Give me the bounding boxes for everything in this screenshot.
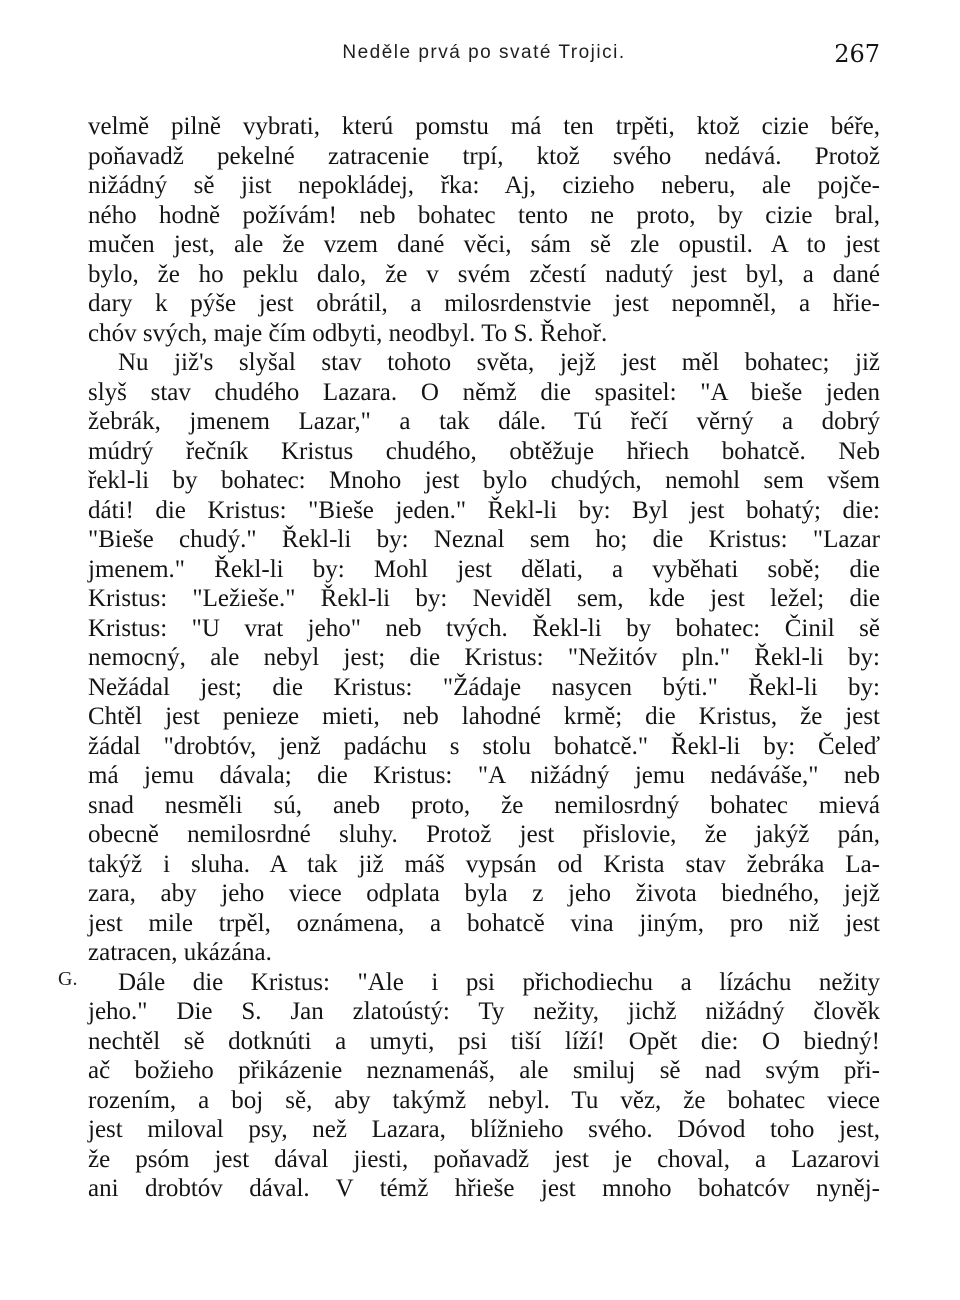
running-head: [88, 40, 880, 74]
paragraph-1: [88, 112, 880, 348]
text-line: že psóm jest dával jiesti, poňavadž jest je choval, a Lazarovi: [88, 1145, 880, 1173]
paragraph-3: [58, 967, 880, 1204]
text-line: jest mile trpěl, oznámena, a bohatcě vina jiným, pro niž jest: [88, 909, 880, 937]
text-line: nemocný, ale nebyl jest; die Kristus: "Nežitóv pln." Řekl-li by:: [88, 644, 880, 671]
text-line: žebrák, jmenem Lazar," a tak dále. Tú řečí věrný a dobrý: [88, 408, 880, 435]
text-line: ani drobtóv dával. V témž hřieše jest mnoho bohatcóv nyněj-: [88, 1175, 880, 1202]
text-line: ného hodně požívám! neb bohatec tento ne proto, by cizie bral,: [88, 201, 880, 229]
text-line: jeho." Die S. Jan zlatoústý: Ty nežity, jichž nižádný člověk: [88, 998, 880, 1025]
text-line: řekl-li by bohatec: Mnoho jest bylo chudých, nemohl sem všem: [88, 467, 880, 494]
text-line: rozením, a boj sě, aby takýmž nebyl. Tu věz, že bohatec viece: [88, 1086, 880, 1114]
text-line: Nu již's slyšal stav tohoto světa, jejž jest měl bohatec; již: [118, 349, 880, 376]
text-line: "Bieše chudý." Řekl-li by: Neznal sem ho; die Kristus: "Lazar: [88, 526, 880, 553]
text-line: má jemu dávala; die Kristus: "A nižádný jemu nedáváše," neb: [88, 762, 880, 789]
text-line: dáti! die Kristus: "Bieše jeden." Řekl-li by: Byl jest bohatý; die:: [88, 496, 880, 524]
text-line: Kristus: "U vrat jeho" neb tvých. Řekl-li by bohatec: Činil sě: [88, 614, 880, 642]
text-line: zatracen, ukázána.: [88, 939, 272, 966]
text-line: Nežádal jest; die Kristus: "Žádaje nasycen býti." Řekl-li by:: [88, 673, 880, 701]
text-line: zara, aby jeho viece odplata byla z jeho života biedného, jejž: [88, 880, 880, 907]
text-line: jmenem." Řekl-li by: Mohl jest dělati, a vyběhati sobě; die: [88, 555, 880, 583]
running-title: Neděle prvá po svaté Trojici.: [342, 42, 626, 63]
text-line: nižádný sě jist nepokládej, řka: Aj, cizieho neberu, ale pojče-: [88, 172, 880, 199]
text-line: Kristus: "Ležieše." Řekl-li by: Neviděl sem, kde jest ležel; die: [88, 585, 880, 612]
text-line: dary k pýše jest obrátil, a milosrdenstvie jest nepomněl, a hřie-: [88, 290, 880, 317]
body-text: [58, 112, 880, 1204]
text-line: snad nesměli sú, aneb proto, že nemilosrdný bohatec mievá: [88, 791, 880, 819]
text-line: Dále die Kristus: "Ale i psi přichodiechu a lízáchu nežity: [118, 968, 880, 996]
text-line: žádal "drobtóv, jenž padáchu s stolu bohatcě." Řekl-li by: Čeleď: [88, 732, 880, 760]
text-line: takýž i sluha. A tak již máš vypsán od Krista stav žebráka La-: [88, 850, 880, 878]
text-line: mučen jest, ale že vzem dané věci, sám sě zle opustil. A to jest: [88, 231, 880, 258]
text-line: ač božieho přikázenie neznamenáš, ale smiluj sě nad svým při-: [88, 1057, 880, 1084]
text-line: obecně nemilosrdné sluhy. Protož jest přislovie, že jakýž pán,: [88, 821, 880, 848]
marginal-note: G.: [58, 967, 78, 990]
text-line: múdrý řečník Kristus chudého, obtěžuje hřiech bohatcě. Neb: [88, 437, 880, 465]
text-line: slyš stav chudého Lazara. O němž die spasitel: "A bieše jeden: [88, 378, 880, 406]
text-line: poňavadž pekelné zatracenie trpí, ktož svého nedává. Protož: [88, 142, 880, 170]
text-line: Chtěl jest penieze mieti, neb lahodné krmě; die Kristus, že jest: [88, 703, 880, 730]
text-line: jest miloval psy, než Lazara, blížnieho svého. Dóvod toho jest,: [88, 1116, 880, 1143]
text-line: bylo, že ho peklu dalo, že v svém zčestí nadutý jest byl, a dané: [88, 260, 880, 288]
text-line: nechtěl sě dotknúti a umyti, psi tiší líží! Opět die: O biedný!: [88, 1027, 880, 1055]
page-number: 267: [834, 40, 880, 68]
paragraph-2: [88, 348, 880, 968]
text-line: chóv svých, maje čím odbyti, neodbyl. To S. Řehoř.: [88, 319, 608, 347]
text-line: velmě pilně vybrati, kterú pomstu má ten trpěti, ktož cizie béře,: [88, 113, 880, 140]
